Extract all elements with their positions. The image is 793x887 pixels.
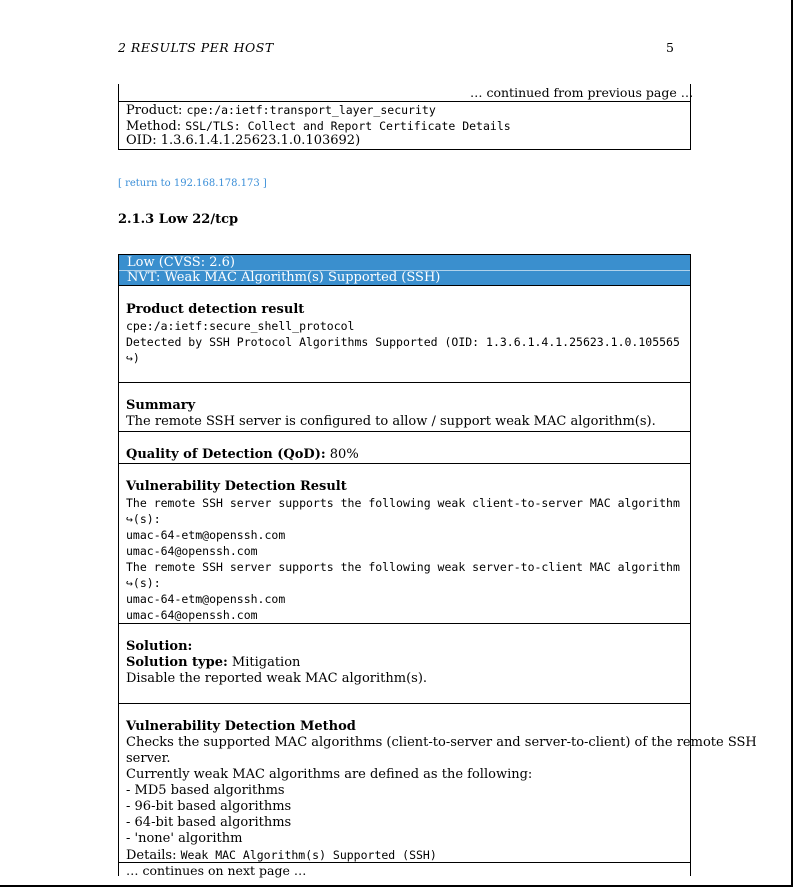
solution-type-line: [126, 655, 300, 671]
nvt-name: NVT: Weak MAC Algorithm(s) Supported (SSH): [127, 270, 441, 285]
page-number: 5: [666, 40, 674, 55]
prev-product-label: Product:: [126, 103, 187, 118]
method-line: - 96-bit based algorithms: [126, 799, 292, 814]
method-line: server.: [126, 751, 171, 766]
divider: [118, 463, 691, 464]
solution-type-label: Solution type:: [126, 655, 228, 670]
divider: [118, 382, 691, 383]
summary-title: Summary: [126, 398, 196, 413]
vuln-result-line: ↪(s):: [126, 512, 161, 526]
method-title: Vulnerability Detection Method: [126, 719, 356, 734]
prev-product-line: [126, 102, 436, 119]
summary-text: The remote SSH server is configured to allow / support weak MAC algorithm(s).: [126, 414, 656, 429]
divider: [118, 623, 691, 624]
return-to-host-link[interactable]: [ return to 192.168.178.173 ]: [118, 178, 267, 189]
method-details-value: Weak MAC Algorithm(s) Supported (SSH): [180, 848, 437, 862]
divider: [118, 431, 691, 432]
solution-title: Solution:: [126, 639, 193, 654]
product-detected-by: Detected by SSH Protocol Algorithms Supported (OID: 1.3.6.1.4.1.25623.1.0.105565: [126, 335, 680, 349]
running-header-title: 2 RESULTS PER HOST: [118, 40, 274, 55]
continued-from-label: … continued from previous page …: [470, 85, 694, 100]
qod-label: Quality of Detection (QoD):: [126, 447, 326, 462]
solution-text: Disable the reported weak MAC algorithm(s).: [126, 671, 428, 686]
prev-method-label: Method:: [126, 119, 186, 134]
method-line: - 64-bit based algorithms: [126, 815, 292, 830]
qod-line: [126, 447, 359, 463]
divider: [118, 703, 691, 704]
vuln-result-title: Vulnerability Detection Result: [126, 479, 347, 494]
vuln-result-line: umac-64-etm@openssh.com: [126, 528, 286, 542]
prev-method-value: SSL/TLS: Collect and Report Certificate Details: [185, 119, 511, 133]
divider: [118, 149, 691, 150]
prev-oid-line: OID: 1.3.6.1.4.1.25623.1.0.103692): [126, 133, 361, 148]
continues-next-label: … continues on next page …: [126, 863, 307, 878]
method-details-label: Details:: [126, 848, 181, 863]
section-heading: 2.1.3 Low 22/tcp: [118, 212, 239, 227]
vuln-result-line: umac-64@openssh.com: [126, 544, 258, 558]
solution-type-value: Mitigation: [227, 655, 301, 670]
product-detection-title: Product detection result: [126, 302, 305, 317]
product-detected-by-continuation: ↪): [126, 351, 140, 365]
prev-product-value: cpe:/a:ietf:transport_layer_security: [186, 103, 436, 117]
method-line: Currently weak MAC algorithms are defined as the following:: [126, 767, 533, 782]
product-cpe: cpe:/a:ietf:secure_shell_protocol: [126, 319, 355, 333]
nvt-header: [118, 254, 691, 286]
vuln-result-line: The remote SSH server supports the following weak client-to-server MAC algorithm: [126, 496, 680, 510]
vuln-result-line: umac-64-etm@openssh.com: [126, 592, 286, 606]
qod-value: 80%: [325, 447, 359, 462]
method-line: Checks the supported MAC algorithms (client-to-server and server-to-client) of the remote SSH: [126, 735, 757, 750]
vuln-result-line: The remote SSH server supports the following weak server-to-client MAC algorithm: [126, 560, 680, 574]
vuln-result-line: umac-64@openssh.com: [126, 608, 258, 622]
vuln-result-line: ↪(s):: [126, 576, 161, 590]
method-line: - MD5 based algorithms: [126, 783, 285, 798]
method-line: - 'none' algorithm: [126, 831, 243, 846]
severity-label: Low (CVSS: 2.6): [127, 255, 235, 270]
